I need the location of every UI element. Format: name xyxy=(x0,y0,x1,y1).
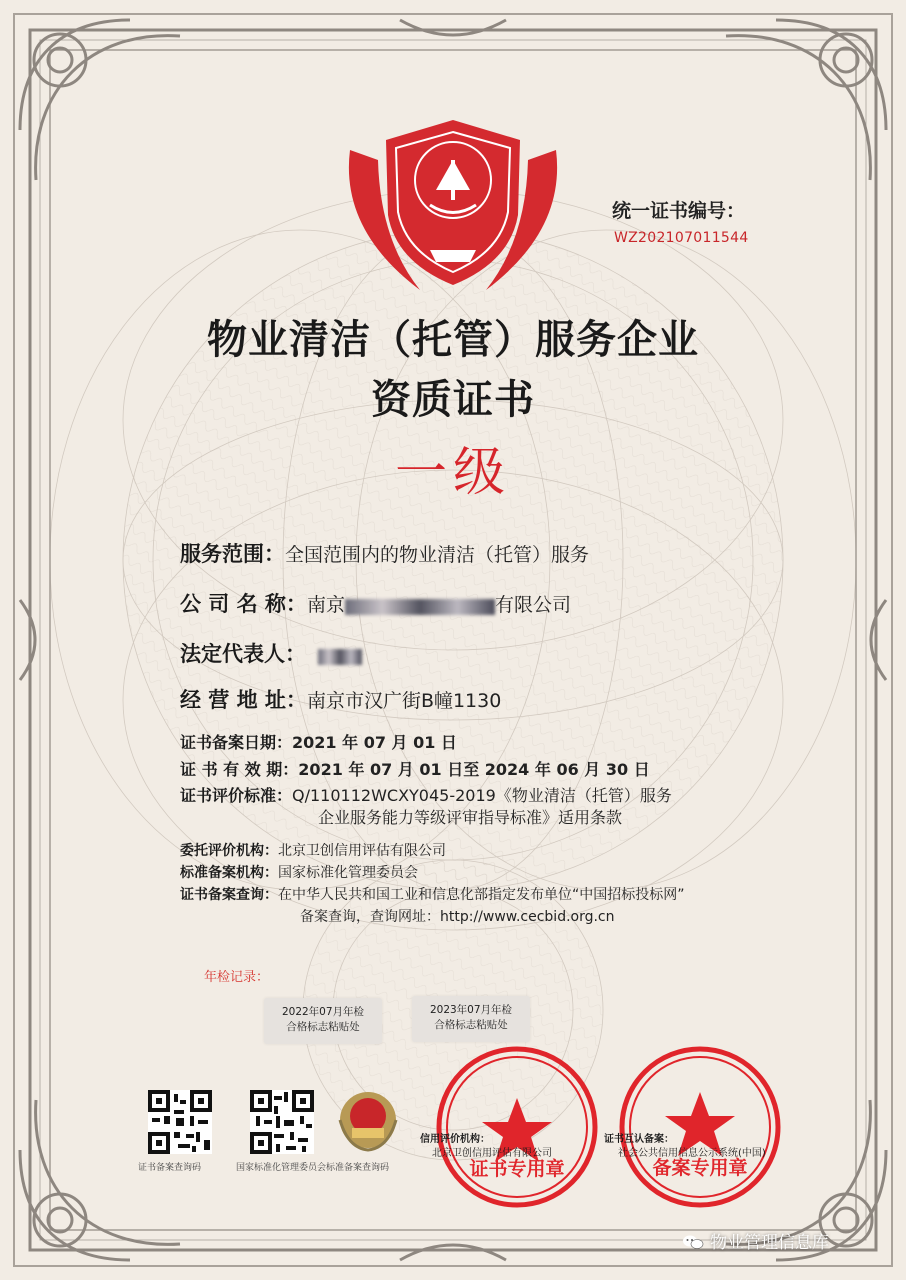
standard-value-1: Q/110112WCXY045-2019《物业清洁（托管）服务 xyxy=(292,786,672,805)
qr-code-icon[interactable] xyxy=(148,1090,212,1154)
filing-org-row xyxy=(180,862,418,882)
standard-label: 证书评价标准： xyxy=(180,786,293,805)
certificate-title-line2: 资质证书 xyxy=(371,377,535,423)
validity-label: 证 书 有 效 期： xyxy=(180,760,299,779)
certificate-number-value: WZ202107011544 xyxy=(614,230,749,246)
filing-date-label: 证书备案日期： xyxy=(180,733,293,752)
company-row xyxy=(180,588,571,618)
wechat-watermark xyxy=(682,1228,829,1253)
company-suffix: 有限公司 xyxy=(494,594,571,616)
certificate-title-line1: 物业清洁（托管）服务企业 xyxy=(207,317,699,363)
annual-sticker-2022 xyxy=(264,998,382,1044)
svg-text:备案专用章: 备案专用章 xyxy=(652,1157,748,1179)
svg-text:证书专用章: 证书专用章 xyxy=(469,1158,565,1180)
agency-value: 北京卫创信用评估有限公司 xyxy=(278,843,446,859)
filing-date-value: 2021 年 07 月 01 日 xyxy=(292,733,457,752)
filing-date-row xyxy=(180,730,457,753)
scope-label: 服务范围： xyxy=(180,542,285,566)
seal1-label: 信用评价机构： xyxy=(420,1134,490,1145)
agency-row xyxy=(180,840,446,860)
sticker-2022-line2: 合格标志粘贴处 xyxy=(286,1021,360,1033)
address-value: 南京市汉广街B幢1130 xyxy=(306,690,502,712)
company-label: 公 司 名 称： xyxy=(180,592,307,616)
watermark-text: 物业管理信息库 xyxy=(710,1233,829,1253)
sticker-2022-line1: 2022年07月年检 xyxy=(281,1006,365,1018)
annual-sticker-2023 xyxy=(412,996,530,1042)
address-label: 经 营 地 址： xyxy=(180,688,307,712)
seal2-value: 社会公共信用信息公示系统(中国) xyxy=(618,1148,766,1159)
certificate-number-label: 统一证书编号： xyxy=(612,200,746,222)
validity-row xyxy=(180,757,650,780)
wechat-icon xyxy=(682,1234,704,1250)
query-label: 证书备案查询： xyxy=(180,887,278,903)
address-row xyxy=(180,684,501,714)
scope-row xyxy=(180,538,589,568)
standard-row xyxy=(180,783,672,806)
qr2-caption: 国家标准化管理委员会标准备案查询码 xyxy=(236,1163,390,1173)
company-prefix: 南京 xyxy=(306,594,345,616)
redacted-company-name xyxy=(345,599,495,615)
qr-code-icon[interactable] xyxy=(250,1090,314,1154)
legal-rep-row xyxy=(180,638,362,668)
query-value-1: 在中华人民共和国工业和信息化部指定发布单位“中国招标投标网” xyxy=(278,887,685,903)
filing-org-label: 标准备案机构： xyxy=(180,865,278,881)
scope-value: 全国范围内的物业清洁（托管）服务 xyxy=(285,544,590,566)
qr1-caption: 证书备案查询码 xyxy=(138,1163,202,1173)
filing-org-value: 国家标准化管理委员会 xyxy=(278,865,418,881)
validity-value: 2021 年 07 月 01 日至 2024 年 06 月 30 日 xyxy=(298,760,650,779)
agency-label: 委托评价机构： xyxy=(180,843,278,859)
legal-rep-label: 法定代表人： xyxy=(180,642,306,666)
query-row xyxy=(180,884,685,904)
redacted-legal-rep xyxy=(318,649,362,665)
query-value-2: 备案查询，查询网址：http://www.cecbid.org.cn xyxy=(300,909,615,925)
annual-inspection-label: 年检记录： xyxy=(204,970,270,985)
standard-value-2: 企业服务能力等级评审指导标准》适用条款 xyxy=(318,808,623,827)
standard-row-2 xyxy=(318,805,622,828)
query-row-2 xyxy=(300,906,615,926)
seal2-label: 证书互认备案： xyxy=(604,1134,674,1145)
sticker-2023-line2: 合格标志粘贴处 xyxy=(434,1019,508,1031)
certificate-level: 一级 xyxy=(394,443,511,503)
sticker-2023-line1: 2023年07月年检 xyxy=(429,1004,513,1016)
seal1-value: 北京卫创信用评估有限公司 xyxy=(432,1148,552,1159)
